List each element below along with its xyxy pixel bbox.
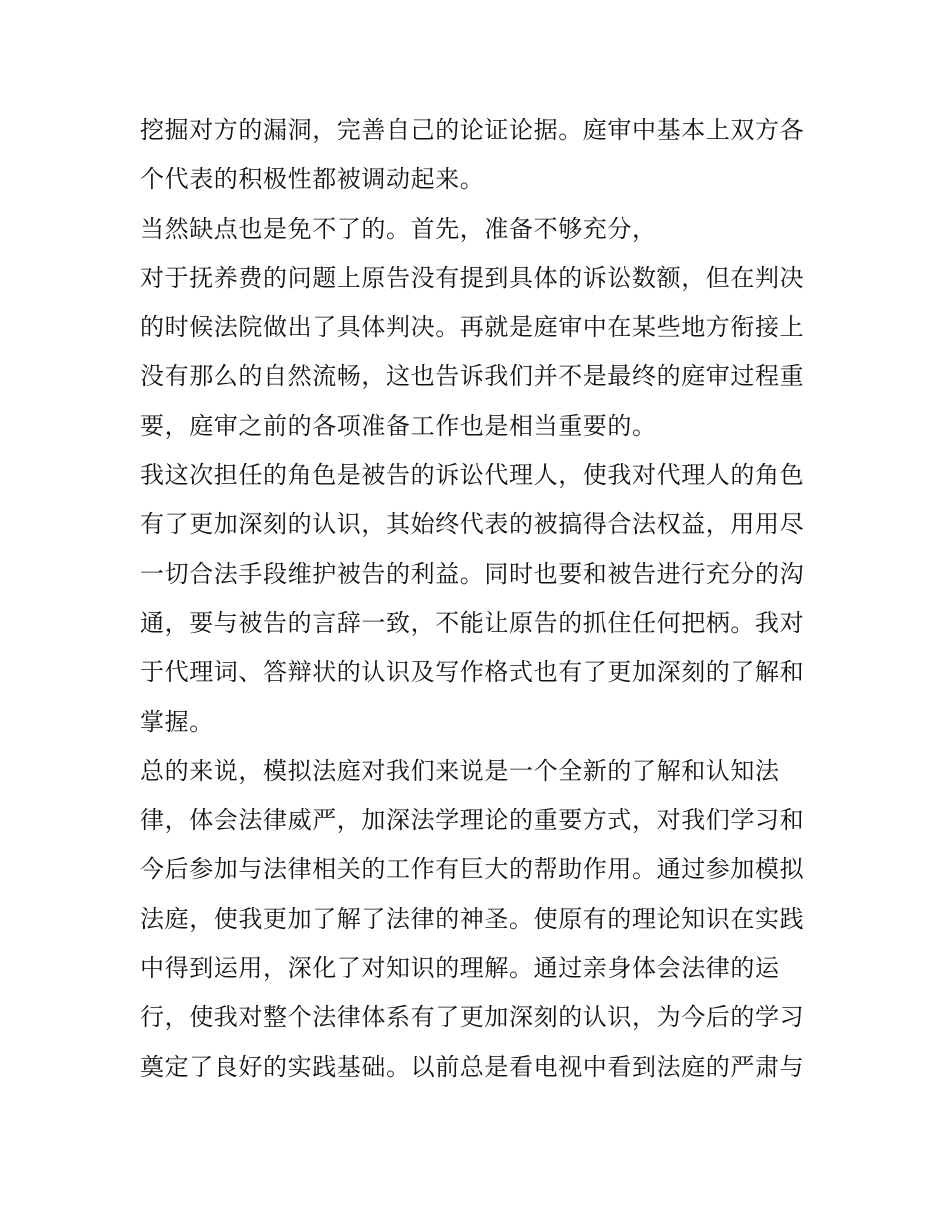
- text-line: 当然缺点也是免不了的。首先，准备不够充分，: [140, 214, 657, 243]
- text-line: 我这次担任的角色是被告的诉讼代理人，使我对代理人的角色: [140, 461, 805, 490]
- text-line: 掌握。: [140, 707, 214, 736]
- text-line: 中得到运用，深化了对知识的理解。通过亲身体会法律的运: [140, 954, 780, 983]
- text-line: 总的来说，模拟法庭对我们来说是一个全新的了解和认知法: [140, 756, 780, 785]
- text-line: 法庭，使我更加了解了法律的神圣。使原有的理论知识在实践: [140, 904, 805, 933]
- text-line: 要，庭审之前的各项准备工作也是相当重要的。: [140, 411, 657, 440]
- text-line: 于代理词、答辩状的认识及写作格式也有了更加深刻的了解和: [140, 658, 805, 687]
- text-line: 对于抚养费的问题上原告没有提到具体的诉讼数额，但在判决: [140, 263, 805, 292]
- text-line: 的时候法院做出了具体判决。再就是庭审中在某些地方衔接上: [140, 313, 805, 342]
- text-line: 律，体会法律威严，加深法学理论的重要方式，对我们学习和: [140, 806, 805, 835]
- text-line: 奠定了良好的实践基础。以前总是看电视中看到法庭的严肃与: [140, 1052, 805, 1081]
- text-line: 今后参加与法律相关的工作有巨大的帮助作用。通过参加模拟: [140, 855, 805, 884]
- text-line: 通，要与被告的言辞一致，不能让原告的抓住任何把柄。我对: [140, 608, 805, 637]
- text-line: 一切合法手段维护被告的利益。同时也要和被告进行充分的沟: [140, 559, 805, 588]
- body-text: [140, 106, 820, 1092]
- text-line: 没有那么的自然流畅，这也告诉我们并不是最终的庭审过程重: [140, 362, 805, 391]
- text-line: 个代表的积极性都被调动起来。: [140, 165, 485, 194]
- text-line: 有了更加深刻的认识，其始终代表的被搞得合法权益，用用尽: [140, 510, 805, 539]
- text-line: 行，使我对整个法律体系有了更加深刻的认识，为今后的学习: [140, 1003, 805, 1032]
- text-line: 挖掘对方的漏洞，完善自己的论证论据。庭审中基本上双方各: [140, 116, 805, 144]
